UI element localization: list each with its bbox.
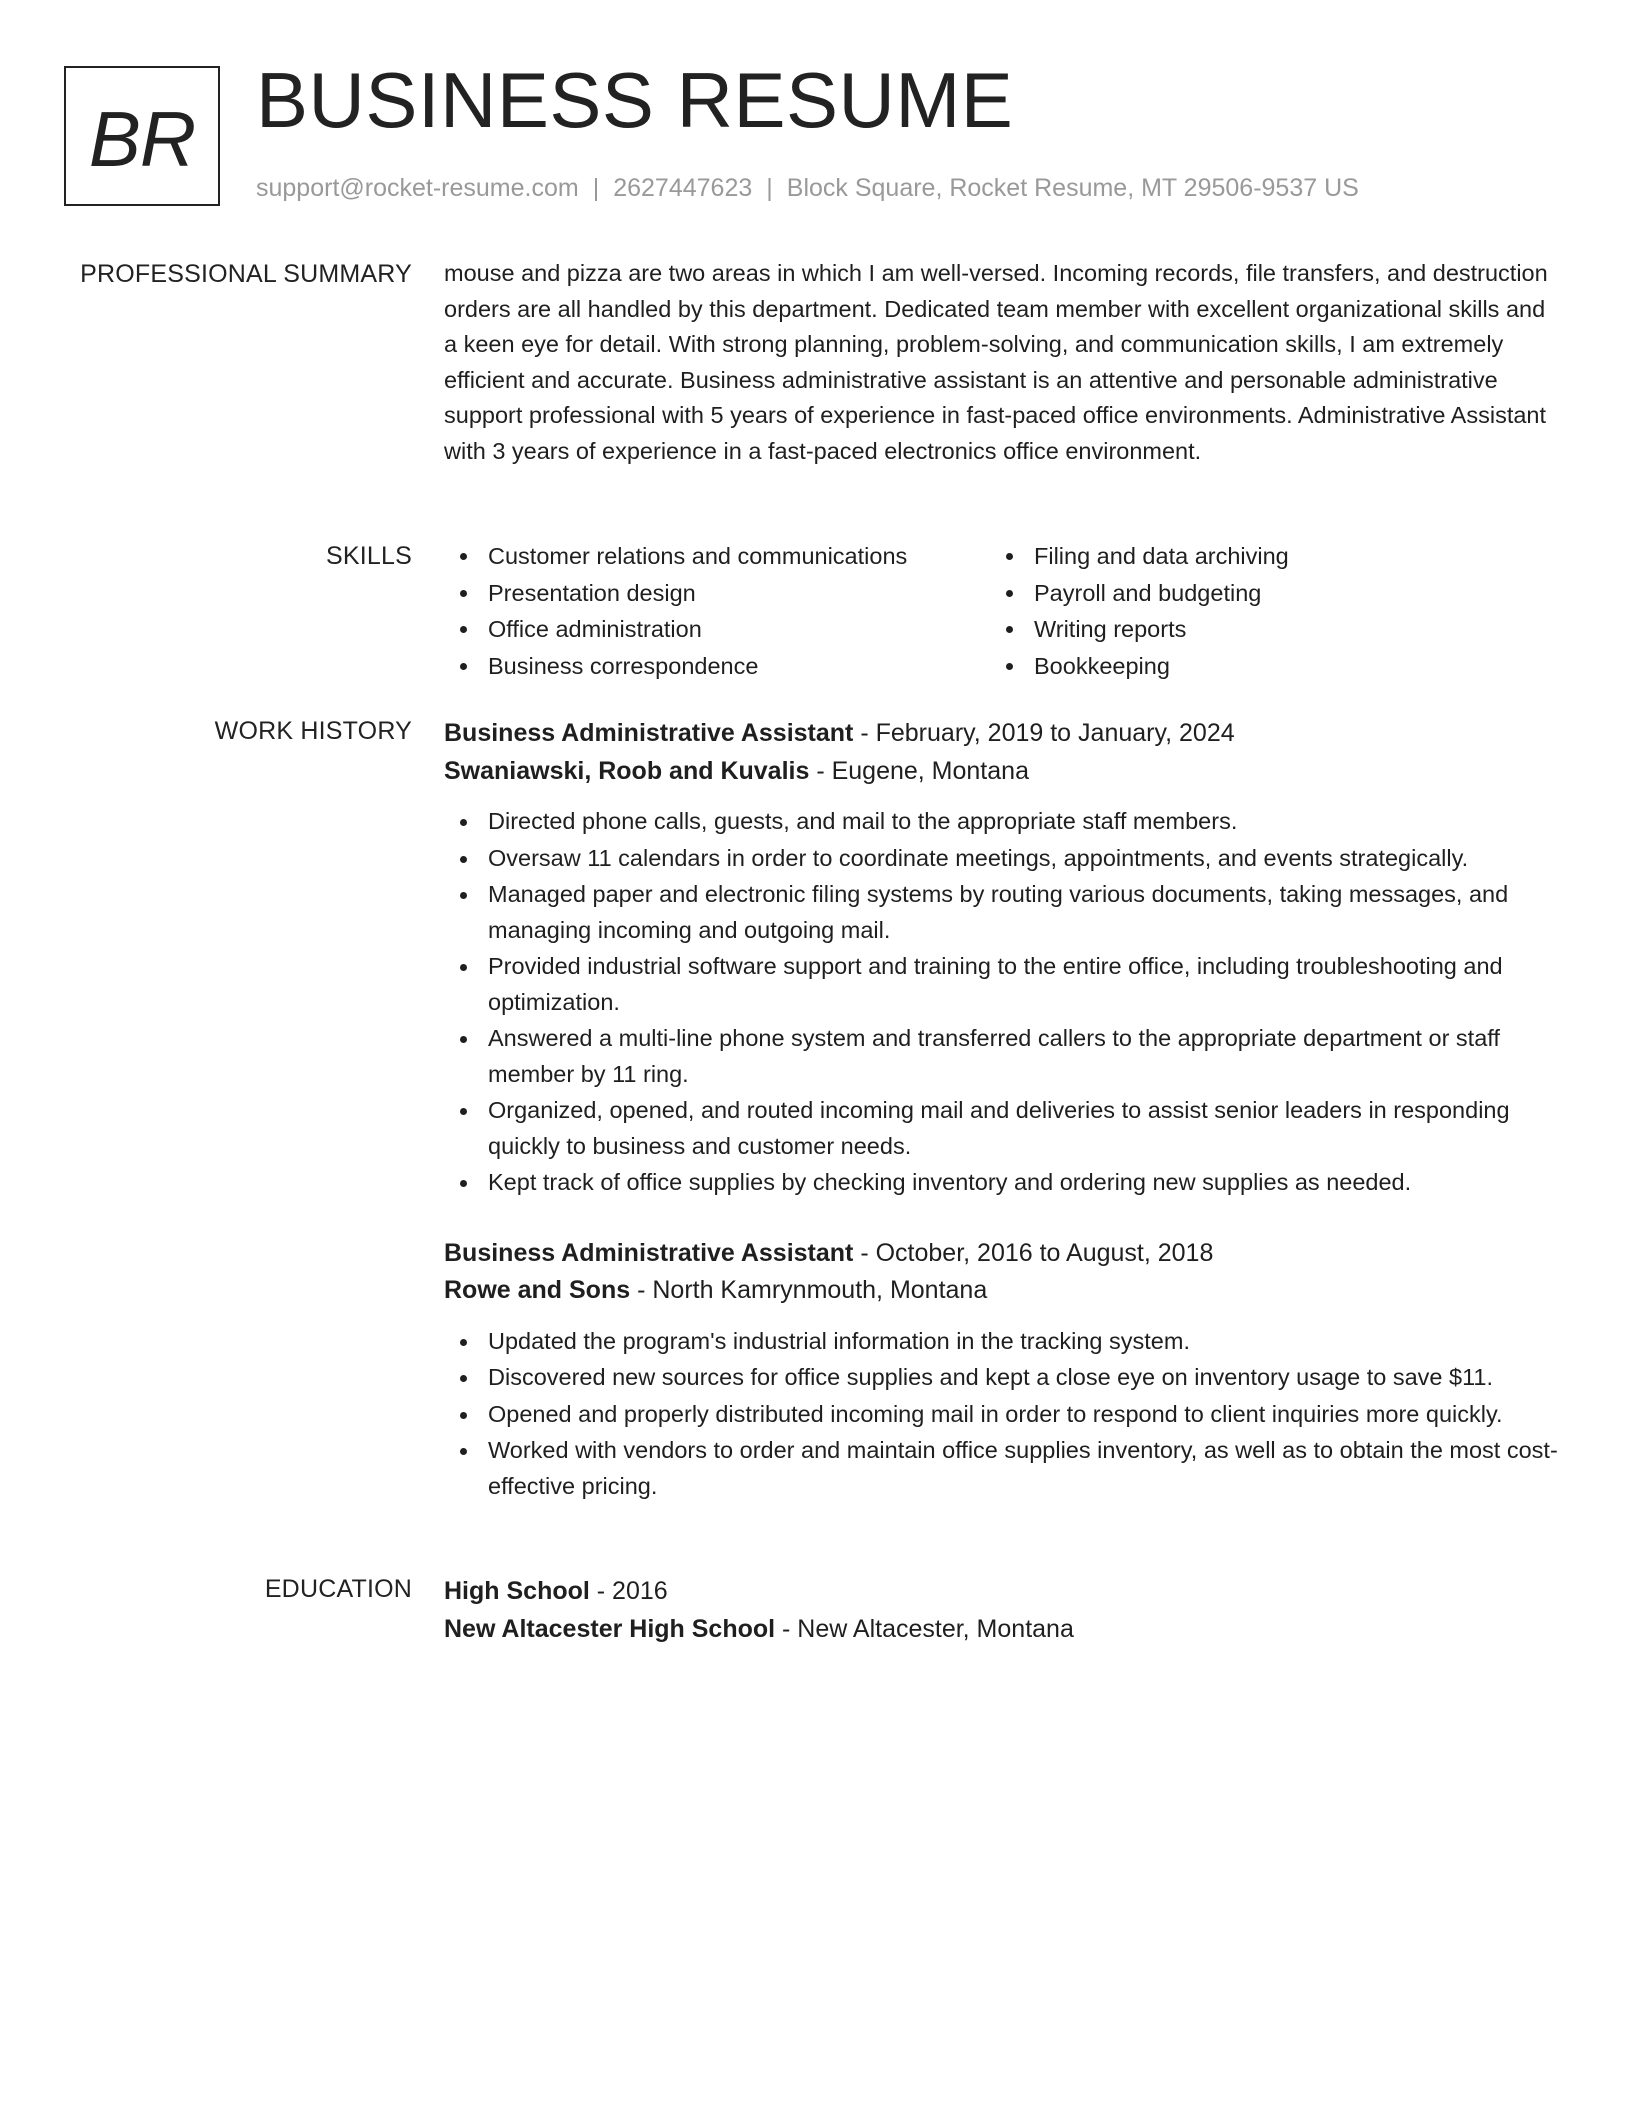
education-location: - New Altacester, Montana — [775, 1614, 1074, 1643]
education-school-line — [444, 1611, 1559, 1649]
job-location: - Eugene, Montana — [809, 756, 1029, 785]
job-bullet: Oversaw 11 calendars in order to coordinate meetings, appointments, and events strategically. — [444, 841, 1559, 877]
education-degree-line — [444, 1573, 1559, 1611]
job-title: Business Administrative Assistant — [444, 1238, 854, 1267]
job-bullet: Worked with vendors to order and maintain office supplies inventory, as well as to obtain the most cost-effective pricing. — [444, 1433, 1559, 1504]
job-entry — [444, 1235, 1559, 1505]
job-title-line — [444, 1235, 1559, 1273]
contact-address: Block Square, Rocket Resume, MT 29506-9537 US — [786, 174, 1359, 202]
contact-email: support@rocket-resume.com — [256, 174, 579, 202]
job-bullets — [444, 804, 1559, 1201]
job-bullet: Discovered new sources for office supplies and kept a close eye on inventory usage to save $11. — [444, 1360, 1559, 1396]
skill-item: Business correspondence — [444, 648, 990, 685]
job-title: Business Administrative Assistant — [444, 719, 854, 747]
skill-item: Filing and data archiving — [990, 538, 1536, 575]
skill-item: Payroll and budgeting — [990, 575, 1536, 612]
job-bullet: Answered a multi-line phone system and transferred callers to the appropriate department or staff member by 11 ring. — [444, 1021, 1559, 1092]
job-dates: - February, 2019 to January, 2024 — [853, 719, 1235, 747]
education-content — [444, 1573, 1559, 1648]
skills-column-left — [444, 538, 990, 684]
job-bullet: Provided industrial software support and training to the entire office, including troubleshooting and optimization. — [444, 949, 1559, 1020]
skill-item: Customer relations and communications — [444, 538, 990, 575]
education-degree: High School — [444, 1577, 590, 1605]
job-bullet: Directed phone calls, guests, and mail to the appropriate staff members. — [444, 804, 1559, 840]
job-bullet: Updated the program's industrial information in the tracking system. — [444, 1324, 1559, 1360]
job-bullet: Kept track of office supplies by checking inventory and ordering new supplies as needed. — [444, 1165, 1559, 1201]
skill-item: Writing reports — [990, 611, 1536, 648]
skill-item: Office administration — [444, 611, 990, 648]
job-company: Swaniawski, Roob and Kuvalis — [444, 756, 810, 785]
contact-phone: 2627447623 — [613, 174, 753, 202]
job-bullets — [444, 1324, 1559, 1505]
summary-text: mouse and pizza are two areas in which I am well-versed. Incoming records, file transfers, and destruction orders are all handled by this department. Dedicated team member with excellent organizational skills and a keen eye for detail. With strong planning, problem-solving, and communication skills, I am extremely efficient and accurate. Business administrative assistant is an attentive and personable administrative support professional with 5 years of experience in fast-paced office environments. Administrative Assistant with 3 years of experience in a fast-paced electronics office environment. — [444, 260, 1548, 464]
skill-item: Presentation design — [444, 575, 990, 612]
section-label-work-history: WORK HISTORY — [214, 717, 412, 745]
skills-list — [444, 538, 1559, 684]
job-company: Rowe and Sons — [444, 1276, 631, 1304]
skills-column-right — [990, 538, 1536, 684]
job-location: - North Kamrynmouth, Montana — [630, 1276, 988, 1304]
job-bullet: Managed paper and electronic filing systems by routing various documents, taking messages, and managing incoming and outgoing mail. — [444, 877, 1559, 948]
job-entry — [444, 715, 1559, 1201]
monogram-box — [64, 66, 220, 206]
section-label-summary: PROFESSIONAL SUMMARY — [80, 260, 412, 288]
job-title-line — [444, 715, 1559, 753]
education-school: New Altacester High School — [444, 1614, 776, 1643]
skill-item: Bookkeeping — [990, 648, 1536, 685]
job-dates: - October, 2016 to August, 2018 — [853, 1238, 1214, 1267]
job-company-line — [444, 1272, 1559, 1310]
section-label-education: EDUCATION — [264, 1575, 412, 1603]
summary-content — [444, 256, 1559, 469]
education-year: - 2016 — [589, 1577, 668, 1605]
resume-name: BUSINESS RESUME — [256, 56, 1014, 144]
monogram-text: BR — [88, 94, 196, 183]
section-label-skills: SKILLS — [326, 542, 412, 570]
contact-line — [256, 174, 1359, 203]
contact-separator: | — [592, 174, 600, 202]
job-bullet: Opened and properly distributed incoming mail in order to respond to client inquiries more quickly. — [444, 1397, 1559, 1433]
job-bullet: Organized, opened, and routed incoming mail and deliveries to assist senior leaders in responding quickly to business and customer needs. — [444, 1093, 1559, 1164]
work-history-content — [444, 715, 1559, 1505]
job-company-line — [444, 753, 1559, 791]
contact-separator: | — [766, 174, 773, 202]
